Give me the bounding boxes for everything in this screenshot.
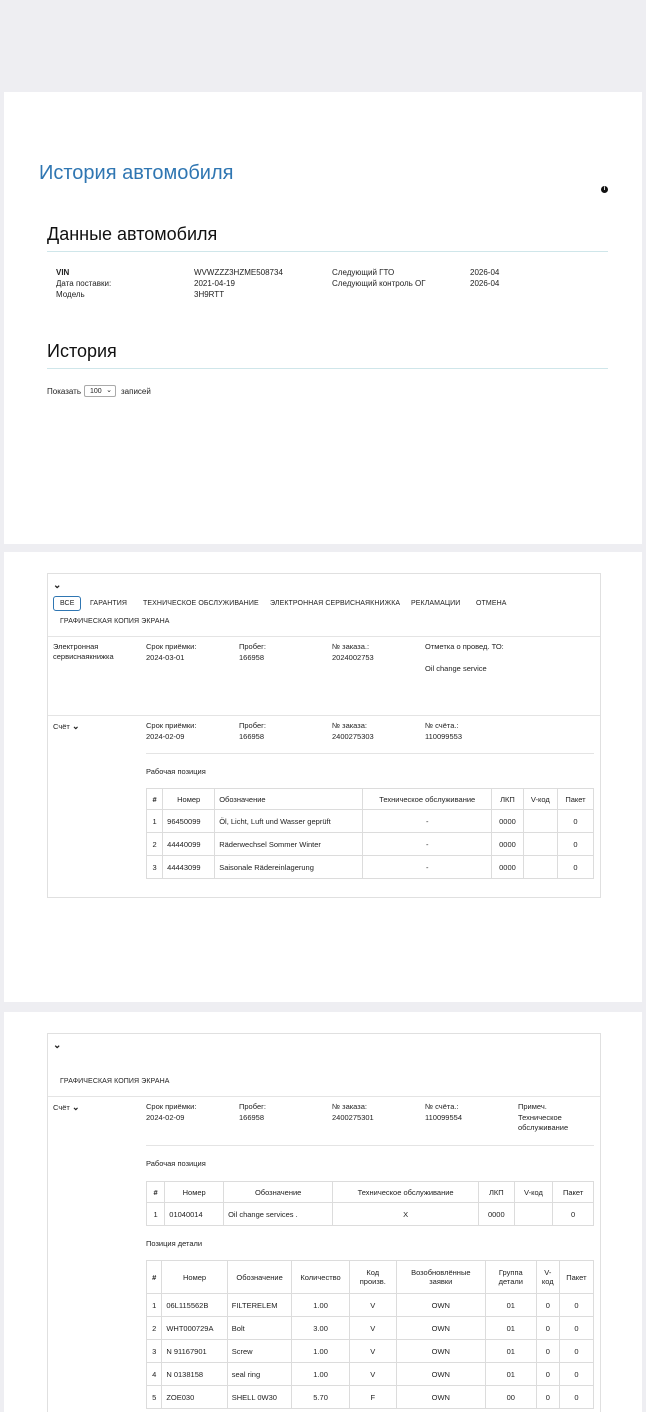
- col-header: Возобновлённые заявки: [396, 1261, 485, 1294]
- next-gto-value: 2026-04: [470, 268, 500, 277]
- note-label: Примеч.: [518, 1102, 547, 1111]
- cell: 0: [557, 833, 593, 856]
- vehicle-data-heading: Данные автомобиля: [47, 224, 218, 244]
- table-row: [147, 1340, 594, 1363]
- cell: 0: [559, 1386, 593, 1409]
- mileage-label: Пробег:: [239, 642, 266, 651]
- mileage-label: Пробег:: [239, 721, 266, 730]
- cell: [523, 810, 557, 833]
- cell: 0: [559, 1294, 593, 1317]
- cell: 0000: [492, 810, 524, 833]
- col-header: V-код: [514, 1182, 553, 1203]
- record-type: Счёт: [53, 1103, 70, 1112]
- cell: 1: [147, 1294, 162, 1317]
- cell: V: [349, 1363, 396, 1386]
- vehicle-history-panel: [4, 92, 642, 544]
- cell: Bolt: [227, 1317, 292, 1340]
- table-row: [147, 1363, 594, 1386]
- receipt-label: Срок приёмки:: [146, 721, 197, 730]
- invoice-label: № счёта.:: [425, 721, 459, 730]
- work-positions-table: [146, 1181, 594, 1226]
- cell: OWN: [396, 1363, 485, 1386]
- cell: SHELL 0W30: [227, 1386, 292, 1409]
- entries-select[interactable]: [84, 385, 116, 397]
- history-panel-page-2: [4, 552, 642, 1002]
- table-row: [147, 810, 594, 833]
- cell: Saisonale Rädereinlagerung: [215, 856, 363, 879]
- cell: N 0138158: [162, 1363, 227, 1386]
- order-value: 2400275303: [332, 732, 374, 741]
- tab-complaints[interactable]: РЕКЛАМАЦИИ: [411, 600, 461, 607]
- receipt-value: 2024-03-01: [146, 653, 185, 662]
- cell: X: [333, 1203, 479, 1226]
- cell: 2: [147, 1317, 162, 1340]
- chevron-down-icon: ⌄: [106, 387, 112, 394]
- col-header: #: [147, 789, 163, 810]
- receipt-label: Срок приёмки:: [146, 1102, 197, 1111]
- order-value: 2400275301: [332, 1113, 374, 1122]
- cell: 0: [557, 856, 593, 879]
- history-card: [47, 1033, 601, 1412]
- divider: [48, 715, 600, 716]
- cell: 00: [485, 1386, 536, 1409]
- cell: 3: [147, 1340, 162, 1363]
- cell: 96450099: [163, 810, 215, 833]
- cell: -: [363, 833, 492, 856]
- col-header: Номер: [162, 1261, 227, 1294]
- order-label: № заказа:: [332, 1102, 367, 1111]
- vin-value: WVWZZZ3HZME508734: [194, 268, 283, 277]
- col-header: Обозначение: [224, 1182, 333, 1203]
- parts-positions-table: [146, 1260, 594, 1409]
- mileage-value: 166958: [239, 653, 265, 662]
- entries-select-value: 100: [90, 388, 102, 395]
- cell: -: [363, 856, 492, 879]
- cell: OWN: [396, 1340, 485, 1363]
- cell: 3: [147, 856, 163, 879]
- cell: Öl, Licht, Luft und Wasser geprüft: [215, 810, 363, 833]
- table-row: [147, 856, 594, 879]
- col-header: #: [147, 1261, 162, 1294]
- model-label: Модель: [56, 290, 85, 299]
- cell: [514, 1203, 553, 1226]
- show-label: Показать: [47, 387, 82, 396]
- cell: -: [363, 810, 492, 833]
- cell: 2: [147, 833, 163, 856]
- cell: ZOE030: [162, 1386, 227, 1409]
- tab-all[interactable]: ВСЕ: [53, 596, 81, 611]
- divider: [146, 1145, 594, 1146]
- col-header: Пакет: [559, 1261, 593, 1294]
- mileage-value: 166958: [239, 1113, 265, 1122]
- chevron-down-icon[interactable]: ⌄: [53, 580, 62, 591]
- cell: N 91167901: [162, 1340, 227, 1363]
- cell: F: [349, 1386, 396, 1409]
- mileage-value: 166958: [239, 732, 265, 741]
- cell: seal ring: [227, 1363, 292, 1386]
- cell: 1.00: [292, 1363, 349, 1386]
- cell: 0: [559, 1363, 593, 1386]
- work-positions-table: [146, 788, 594, 879]
- col-header: #: [147, 1182, 165, 1203]
- col-header: Техническое обслуживание: [333, 1182, 479, 1203]
- table-row: [147, 1203, 594, 1226]
- col-header: ЛКП: [478, 1182, 514, 1203]
- cell: FILTERELEM: [227, 1294, 292, 1317]
- order-label: № заказа:: [332, 721, 367, 730]
- cell: 06L115562B: [162, 1294, 227, 1317]
- cell: 0000: [478, 1203, 514, 1226]
- delivery-date-value: 2021-04-19: [194, 279, 235, 288]
- invoice-toggle[interactable]: [53, 721, 80, 732]
- record-type: Электронная сервиснаякнижка: [53, 642, 114, 661]
- tab-cancel[interactable]: ОТМЕНА: [476, 600, 507, 607]
- col-header: Номер: [163, 789, 215, 810]
- col-header: Обозначение: [215, 789, 363, 810]
- cell: 5: [147, 1386, 162, 1409]
- cell: 3.00: [292, 1317, 349, 1340]
- cell: 01: [485, 1363, 536, 1386]
- work-positions-label: Рабочая позиция: [146, 767, 206, 776]
- cell: 0: [536, 1386, 559, 1409]
- cell: 44443099: [163, 856, 215, 879]
- cell: OWN: [396, 1386, 485, 1409]
- col-header: Количество: [292, 1261, 349, 1294]
- cell: 0: [557, 810, 593, 833]
- next-og-value: 2026-04: [470, 279, 500, 288]
- cell: 1.00: [292, 1294, 349, 1317]
- cell: Oil change services .: [224, 1203, 333, 1226]
- receipt-value: 2024-02-09: [146, 732, 185, 741]
- invoice-value: 110099554: [425, 1113, 462, 1122]
- table-row: [147, 833, 594, 856]
- table-row: [147, 1386, 594, 1409]
- history-panel-page-3: [4, 1012, 642, 1412]
- cell: 0: [536, 1294, 559, 1317]
- cell: 0000: [492, 856, 524, 879]
- cell: 0: [553, 1203, 594, 1226]
- delivery-date-label: Дата поставки:: [56, 279, 112, 288]
- col-header: Код произв.: [349, 1261, 396, 1294]
- next-gto-label: Следующий ГТО: [332, 268, 395, 277]
- chevron-down-icon: ⌄: [71, 1102, 80, 1112]
- next-og-label: Следующий контроль ОГ: [332, 279, 426, 288]
- history-heading: История: [47, 341, 117, 361]
- divider: [146, 753, 594, 754]
- col-header: Группа детали: [485, 1261, 536, 1294]
- receipt-value: 2024-02-09: [146, 1113, 185, 1122]
- cell: 1: [147, 810, 163, 833]
- table-row: [147, 1294, 594, 1317]
- tab-screen-copy[interactable]: ГРАФИЧЕСКАЯ КОПИЯ ЭКРАНА: [60, 618, 170, 625]
- cell: V: [349, 1294, 396, 1317]
- cell: [523, 833, 557, 856]
- cell: 0: [559, 1317, 593, 1340]
- entries-label: записей: [121, 387, 151, 396]
- cell: 44440099: [163, 833, 215, 856]
- tab-service-book[interactable]: ЭЛЕКТРОННАЯ СЕРВИСНАЯКНИЖКА: [270, 600, 401, 607]
- cell: OWN: [396, 1317, 485, 1340]
- chevron-down-icon: ⌄: [71, 721, 80, 731]
- note-value: Техническое обслуживание: [518, 1113, 569, 1132]
- mileage-label: Пробег:: [239, 1102, 266, 1111]
- info-icon[interactable]: i: [601, 186, 608, 193]
- cell: 0: [536, 1317, 559, 1340]
- parts-positions-label: Позиция детали: [146, 1239, 203, 1248]
- vin-label: VIN: [56, 268, 70, 277]
- cell: OWN: [396, 1294, 485, 1317]
- table-header-row: [147, 1182, 594, 1203]
- cell: [523, 856, 557, 879]
- divider: [48, 636, 600, 637]
- col-header: Пакет: [553, 1182, 594, 1203]
- cell: V: [349, 1317, 396, 1340]
- divider: [47, 368, 608, 369]
- cell: 0000: [492, 833, 524, 856]
- page-title: История автомобиля: [39, 162, 234, 184]
- cell: 01040014: [165, 1203, 224, 1226]
- chevron-down-icon[interactable]: ⌄: [53, 1040, 62, 1051]
- cell: 4: [147, 1363, 162, 1386]
- table-header-row: [147, 789, 594, 810]
- col-header: Номер: [165, 1182, 224, 1203]
- col-header: ЛКП: [492, 789, 524, 810]
- col-header: Обозначение: [227, 1261, 292, 1294]
- cell: WHT000729A: [162, 1317, 227, 1340]
- col-header: V-код: [523, 789, 557, 810]
- col-header: V-код: [536, 1261, 559, 1294]
- divider: [47, 251, 608, 252]
- cell: 0: [536, 1363, 559, 1386]
- cell: V: [349, 1340, 396, 1363]
- cell: 1: [147, 1203, 165, 1226]
- cell: 01: [485, 1317, 536, 1340]
- table-header-row: [147, 1261, 594, 1294]
- divider: [48, 1096, 600, 1097]
- history-card: [47, 573, 601, 898]
- table-row: [147, 1317, 594, 1340]
- cell: 1.00: [292, 1340, 349, 1363]
- order-value: 2024002753: [332, 653, 374, 662]
- record-type: Счёт: [53, 722, 70, 731]
- cell: Screw: [227, 1340, 292, 1363]
- tab-screen-copy[interactable]: ГРАФИЧЕСКАЯ КОПИЯ ЭКРАНА: [60, 1078, 170, 1085]
- work-positions-label: Рабочая позиция: [146, 1159, 206, 1168]
- cell: 0: [536, 1340, 559, 1363]
- service-note-value: Oil change service: [425, 664, 487, 673]
- col-header: Техническое обслуживание: [363, 789, 492, 810]
- tab-maintenance[interactable]: ТЕХНИЧЕСКОЕ ОБСЛУЖИВАНИЕ: [143, 600, 259, 607]
- cell: 5.70: [292, 1386, 349, 1409]
- tab-warranty[interactable]: ГАРАНТИЯ: [90, 600, 128, 607]
- cell: 01: [485, 1294, 536, 1317]
- invoice-label: № счёта.:: [425, 1102, 459, 1111]
- cell: 0: [559, 1340, 593, 1363]
- receipt-label: Срок приёмки:: [146, 642, 197, 651]
- cell: 01: [485, 1340, 536, 1363]
- invoice-toggle[interactable]: [53, 1102, 80, 1113]
- col-header: Пакет: [557, 789, 593, 810]
- order-label: № заказа.:: [332, 642, 370, 651]
- invoice-value: 110099553: [425, 732, 462, 741]
- model-value: 3H9RTT: [194, 290, 225, 299]
- cell: Räderwechsel Sommer Winter: [215, 833, 363, 856]
- service-note-label: Отметка о провед. ТО:: [425, 642, 504, 651]
